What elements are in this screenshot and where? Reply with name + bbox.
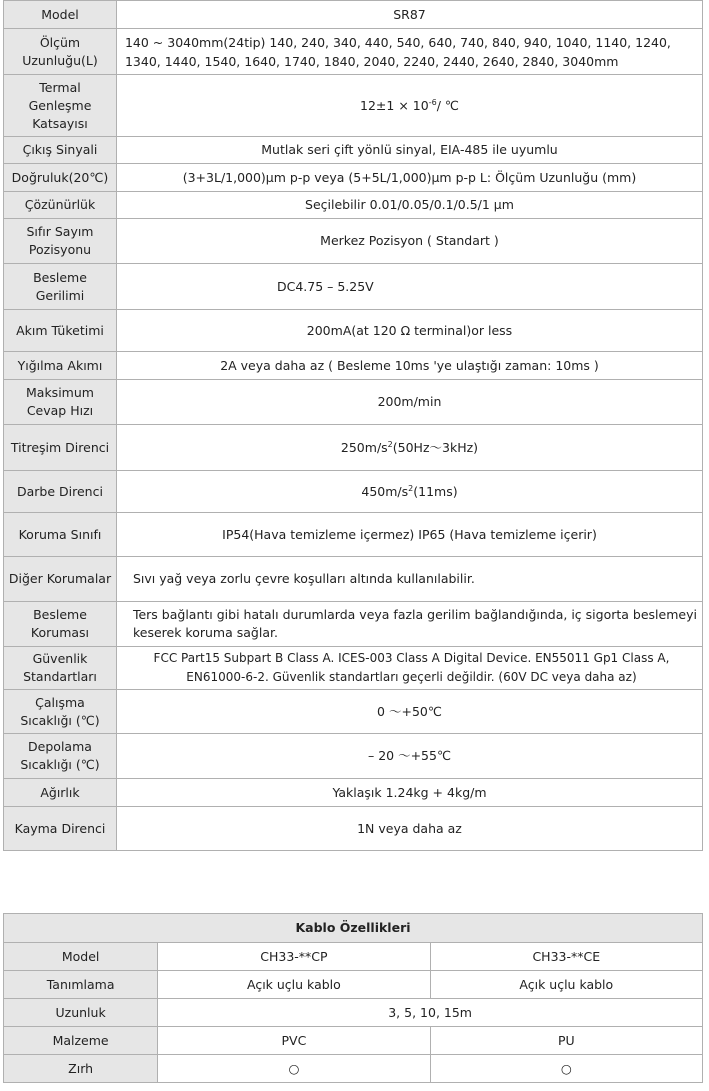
- row-value: (3+3L/1,000)μm p-p veya (5+5L/1,000)μm p-p L: Ölçüm Uzunluğu (mm): [116, 164, 702, 192]
- row-label: Çıkış Sinyali: [4, 137, 117, 164]
- table-row: [4, 690, 703, 734]
- row-value: DC4.75 – 5.25V: [116, 264, 702, 310]
- row-label: Malzeme: [4, 1027, 158, 1055]
- row-label: Termal Genleşme Katsayısı: [4, 75, 117, 137]
- table-row: [4, 971, 703, 999]
- value-main: 450m/s: [361, 483, 409, 499]
- row-label: Tanımlama: [4, 971, 158, 999]
- row-label: Çözünürlük: [4, 192, 117, 219]
- value-sup: 2: [387, 439, 393, 449]
- row-value: 200m/min: [116, 380, 702, 425]
- table-row: [4, 310, 703, 352]
- row-value: [116, 471, 702, 513]
- row-value-b: ○: [430, 1055, 702, 1083]
- row-value: Yaklaşık 1.24kg + 4kg/m: [116, 779, 702, 807]
- row-value-b: CH33-**CE: [430, 943, 702, 971]
- row-label: Akım Tüketimi: [4, 310, 117, 352]
- row-value: Seçilebilir 0.01/0.05/0.1/0.5/1 μm: [116, 192, 702, 219]
- row-label: Koruma Sınıfı: [4, 513, 117, 557]
- table-row: [4, 1, 703, 29]
- row-label: Zırh: [4, 1055, 158, 1083]
- value-sup: 2: [408, 483, 414, 493]
- row-value: – 20 ～+55℃: [116, 734, 702, 779]
- table-header-row: [4, 914, 703, 943]
- table-row: [4, 999, 703, 1027]
- row-label: Ağırlık: [4, 779, 117, 807]
- row-label: Depolama Sıcaklığı (℃): [4, 734, 117, 779]
- table-row: [4, 647, 703, 690]
- row-value: Ters bağlantı gibi hatalı durumlarda veya fazla gerilim bağlandığında, iç sigorta beslemeyi keserek koruma sağlar.: [116, 602, 702, 647]
- table-row: [4, 943, 703, 971]
- table-row: [4, 557, 703, 602]
- row-label: Yığılma Akımı: [4, 352, 117, 380]
- row-value-a: Açık uçlu kablo: [158, 971, 430, 999]
- cable-table-title: Kablo Özellikleri: [4, 914, 703, 943]
- table-row: [4, 380, 703, 425]
- value-tail: (11ms): [413, 483, 458, 499]
- table-row: [4, 264, 703, 310]
- row-label: Çalışma Sıcaklığı (℃): [4, 690, 117, 734]
- row-label: Model: [4, 943, 158, 971]
- row-value-a: PVC: [158, 1027, 430, 1055]
- table-row: [4, 192, 703, 219]
- value-sup: -6: [428, 97, 437, 107]
- row-label: Kayma Direnci: [4, 807, 117, 851]
- table-row: [4, 352, 703, 380]
- table-row: [4, 1055, 703, 1083]
- value-tail: / ℃: [436, 97, 459, 113]
- row-label: Güvenlik Standartları: [4, 647, 117, 690]
- row-label: Ölçüm Uzunluğu(L): [4, 29, 117, 75]
- row-label: Besleme Gerilimi: [4, 264, 117, 310]
- row-value: Merkez Pozisyon ( Standart ): [116, 219, 702, 264]
- spec-table: [3, 0, 703, 851]
- row-value: 0 ～+50℃: [116, 690, 702, 734]
- table-row: [4, 807, 703, 851]
- row-label: Doğruluk(20℃): [4, 164, 117, 192]
- value-main: 250m/s: [340, 439, 388, 455]
- row-value: [116, 425, 702, 471]
- row-value-a: CH33-**CP: [158, 943, 430, 971]
- row-value: 200mA(at 120 Ω terminal)or less: [116, 310, 702, 352]
- table-row: [4, 75, 703, 137]
- row-label: Maksimum Cevap Hızı: [4, 380, 117, 425]
- table-row: [4, 513, 703, 557]
- table-row: [4, 471, 703, 513]
- row-value-b: Açık uçlu kablo: [430, 971, 702, 999]
- table-row: [4, 602, 703, 647]
- row-value-b: PU: [430, 1027, 702, 1055]
- row-label: Diğer Korumalar: [4, 557, 117, 602]
- row-value-a: ○: [158, 1055, 430, 1083]
- row-value-span: 3, 5, 10, 15m: [158, 999, 703, 1027]
- table-row: [4, 219, 703, 264]
- table-row: [4, 1027, 703, 1055]
- row-value: 1N veya daha az: [116, 807, 702, 851]
- value-tail: (50Hz～3kHz): [392, 439, 479, 455]
- row-value: [116, 75, 702, 137]
- table-row: [4, 734, 703, 779]
- value-main: 12±1 × 10: [360, 97, 429, 113]
- row-value: Mutlak seri çift yönlü sinyal, EIA-485 ile uyumlu: [116, 137, 702, 164]
- row-label: Titreşim Direnci: [4, 425, 117, 471]
- row-label: Besleme Koruması: [4, 602, 117, 647]
- table-row: [4, 779, 703, 807]
- row-value: 2A veya daha az ( Besleme 10ms 'ye ulaştığı zaman: 10ms ): [116, 352, 702, 380]
- row-value: SR87: [116, 1, 702, 29]
- row-value: 140 ~ 3040mm(24tip) 140, 240, 340, 440, 540, 640, 740, 840, 940, 1040, 1140, 1240, 1340, 1440, 1540, 1640, 1740, 1840, 2040, 2240, 2440, 2640, 2840, 3040mm: [116, 29, 702, 75]
- row-label: Uzunluk: [4, 999, 158, 1027]
- row-label: Model: [4, 1, 117, 29]
- row-label: Darbe Direnci: [4, 471, 117, 513]
- cable-table: [3, 913, 703, 1083]
- table-row: [4, 137, 703, 164]
- row-value: Sıvı yağ veya zorlu çevre koşulları altında kullanılabilir.: [116, 557, 702, 602]
- row-value: IP54(Hava temizleme içermez) IP65 (Hava temizleme içerir): [116, 513, 702, 557]
- table-row: [4, 425, 703, 471]
- table-row: [4, 29, 703, 75]
- row-label: Sıfır Sayım Pozisyonu: [4, 219, 117, 264]
- table-row: [4, 164, 703, 192]
- row-value: FCC Part15 Subpart B Class A. ICES-003 Class A Digital Device. EN55011 Gp1 Class A, EN61000-6-2. Güvenlik standartları geçerli değildir. (60V DC veya daha az): [116, 647, 702, 690]
